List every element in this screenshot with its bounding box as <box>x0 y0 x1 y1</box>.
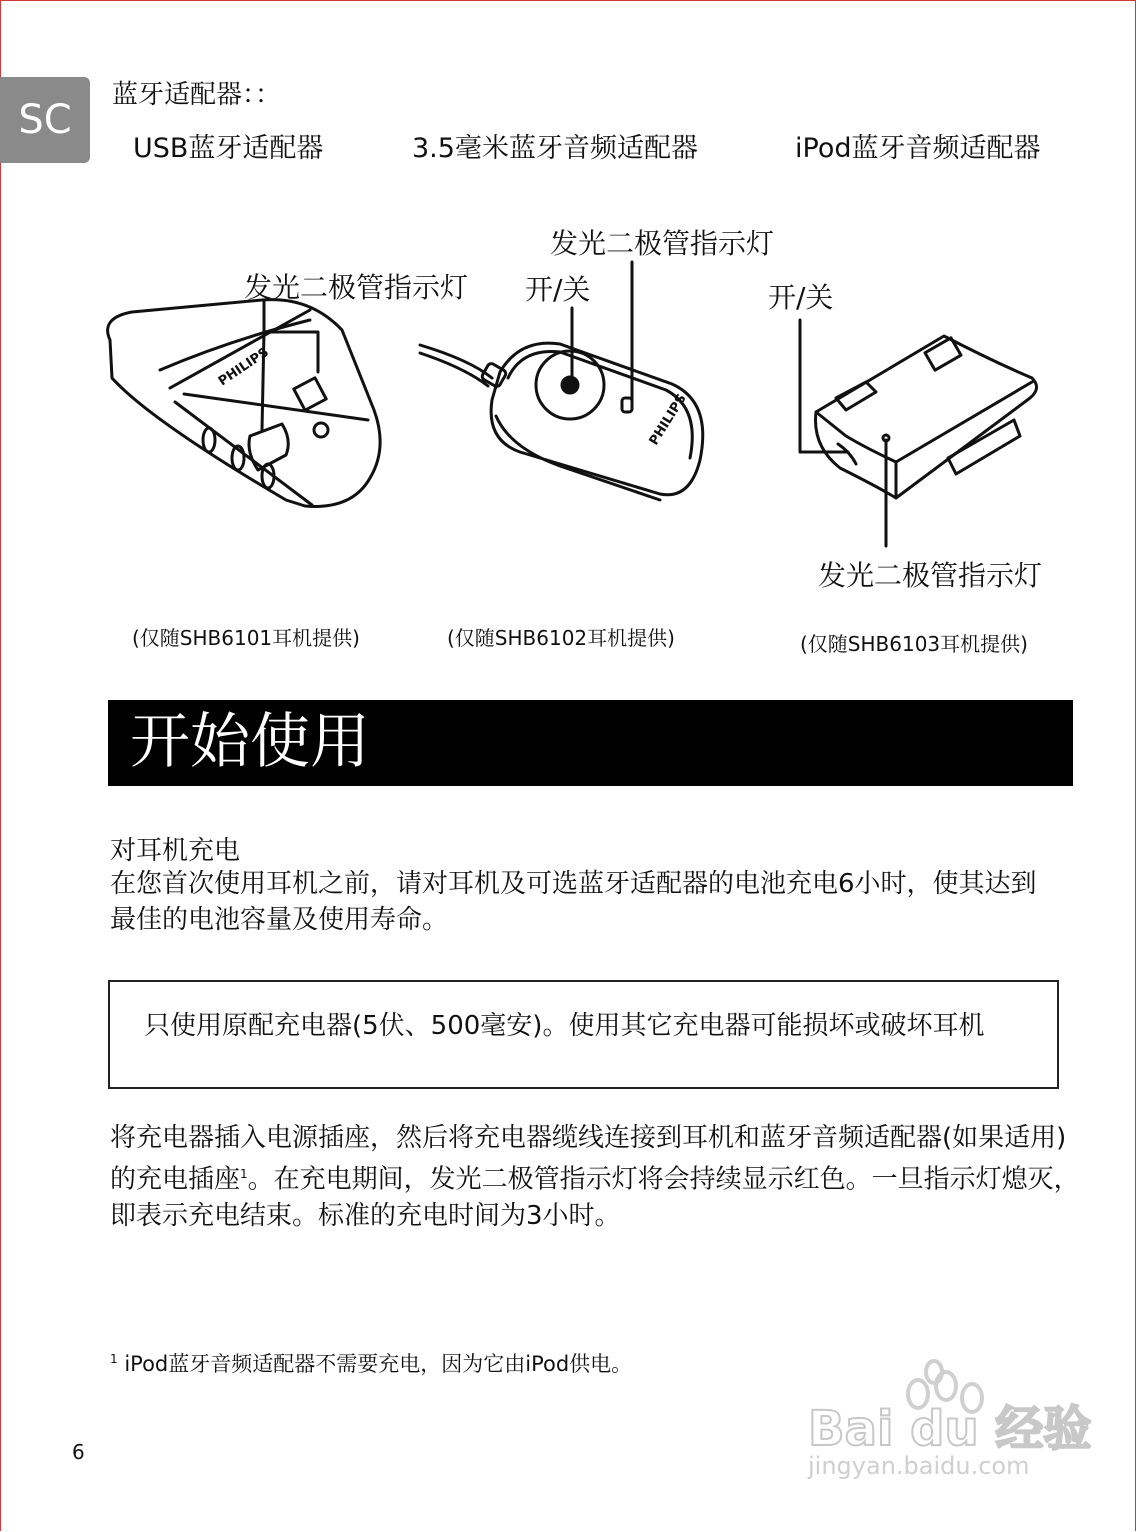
charger-note-text: 只使用原配充电器(5伏、500毫安)。使用其它充电器可能损坏或破坏耳机 <box>144 1011 985 1041</box>
caption-ipod: (仅随SHB6103耳机提供) <box>800 632 1028 656</box>
footnote-text: iPod蓝牙音频适配器不需要充电，因为它由iPod供电。 <box>124 1352 633 1376</box>
ipod-led-callout: 发光二极管指示灯 <box>818 559 1043 592</box>
adapter-type-ipod: iPod蓝牙音频适配器 <box>795 133 1041 164</box>
audio-led-callout: 发光二极管指示灯 <box>550 227 775 260</box>
intro-heading: 蓝牙适配器：： <box>112 80 282 110</box>
charger-note-box <box>108 980 1059 1089</box>
footnote <box>110 1348 632 1378</box>
adapters-illustration <box>0 0 1136 700</box>
watermark-url: jingyan.baidu.com <box>808 1452 1030 1480</box>
adapter-type-audio: 3.5毫米蓝牙音频适配器 <box>412 133 698 164</box>
page-number: 6 <box>72 1440 85 1464</box>
audio-onoff-callout: 开/关 <box>525 273 591 306</box>
ipod-adapter-drawing <box>816 336 1037 498</box>
charging-paragraph-2-b: 。在充电期间，发光二极管指示灯将会持续显示红色。一旦指示灯熄灭，即表示充电结束。标准的充电时间为3小时。 <box>110 1164 1080 1231</box>
footnote-mark: 1 <box>110 1352 118 1366</box>
baidu-watermark <box>800 1356 1092 1496</box>
ipod-onoff-callout: 开/关 <box>768 281 834 314</box>
caption-usb: (仅随SHB6101耳机提供) <box>132 626 360 650</box>
caption-audio: (仅随SHB6102耳机提供) <box>447 626 675 650</box>
usb-led-callout: 发光二极管指示灯 <box>244 271 469 304</box>
usb-adapter-drawing <box>108 300 381 507</box>
language-tab: SC <box>0 77 90 163</box>
adapter-type-usb: USB蓝牙适配器 <box>133 133 324 164</box>
footnote-ref: 1 <box>240 1167 248 1181</box>
section-title: 开始使用 <box>130 707 370 777</box>
watermark-brand: Bai du 经验 <box>808 1401 1092 1457</box>
audio-brand-mark: PHILIPS <box>646 391 690 449</box>
charging-heading: 对耳机充电 <box>110 836 241 866</box>
charging-paragraph-1: 在您首次使用耳机之前，请对耳机及可选蓝牙适配器的电池充电6小时，使其达到最佳的电池容量及使用寿命。 <box>110 869 1037 935</box>
charging-paragraph-2 <box>110 1120 1080 1234</box>
usb-brand-mark: PHILIPS <box>215 344 272 390</box>
section-banner <box>108 700 1073 786</box>
charging-paragraph-2-a: 将充电器插入电源插座，然后将充电器缆线连接到耳机和蓝牙音频适配器(如果适用)的充电插座 <box>110 1123 1067 1195</box>
